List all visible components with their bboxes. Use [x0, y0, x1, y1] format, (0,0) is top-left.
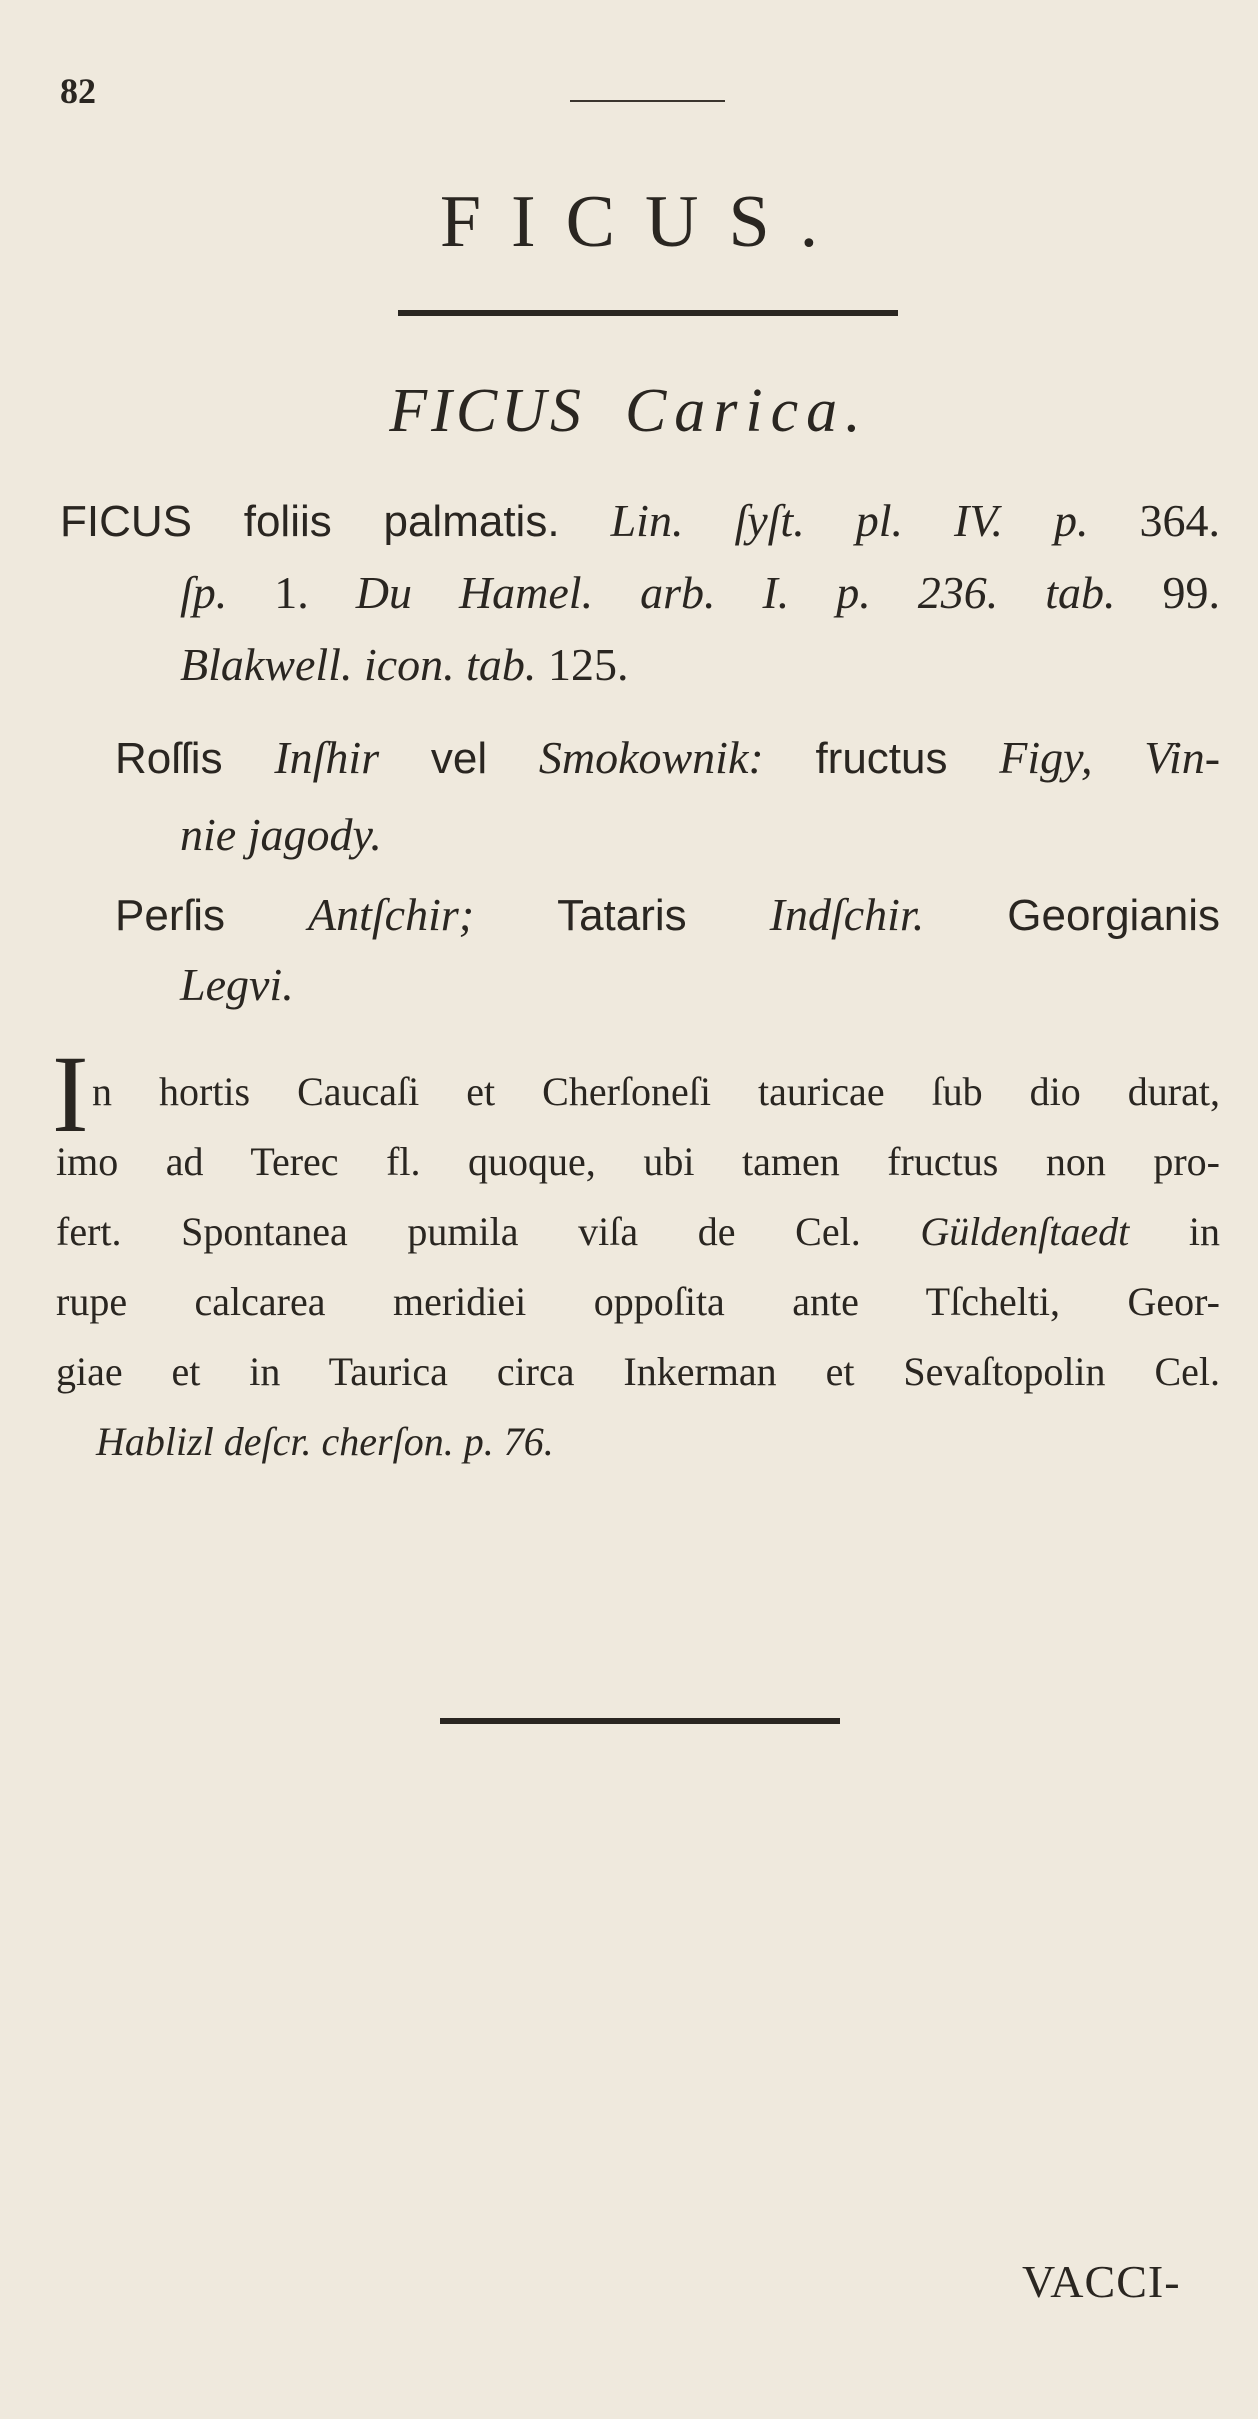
- genus-title: FICUS.: [439, 181, 849, 263]
- catchword: VACCI-: [1022, 2256, 1181, 2307]
- description-line-2: ſp. 1. Du Hamel. arb. I. p. 236. tab. 99.: [180, 567, 1220, 618]
- body-line-4: rupe calcarea meridiei oppoſita ante Tſchelti, Geor-: [56, 1279, 1220, 1324]
- names-line-1: Roſſis Inſhir vel Smokownik: fructus Figy, Vin-: [115, 732, 1221, 783]
- body-line-5: giae et in Taurica circa Inkerman et Sevaſtopolin Cel.: [56, 1349, 1220, 1394]
- species-genus: FICUS: [389, 377, 585, 445]
- species-heading: [0, 376, 1258, 447]
- body-line-2: imo ad Terec fl. quoque, ubi tamen fructus non pro-: [56, 1139, 1220, 1184]
- names-line-2: nie jagody.: [180, 809, 382, 860]
- body-line-6: Hablizl deſcr. cherſon. p. 76.: [96, 1419, 554, 1464]
- description-line-1: FICUS foliis palmatis. Lin. ſyſt. pl. IV. p. 364.: [60, 495, 1221, 546]
- header-rule: [570, 100, 725, 102]
- body-line-1: n hortis Caucaſi et Cherſoneſi tauricae ſub dio durat,: [92, 1069, 1220, 1114]
- title-rule: [398, 310, 898, 316]
- body-line-3: fert. Spontanea pumila viſa de Cel. Güldenſtaedt in: [56, 1209, 1221, 1254]
- names-line-3: Perſis Antſchir; Tataris Indſchir. Georgianis: [115, 889, 1221, 940]
- species-epithet: Carica.: [624, 377, 869, 445]
- bottom-rule: [440, 1718, 840, 1724]
- names-line-4: Legvi.: [180, 959, 294, 1010]
- page-number: 82: [60, 71, 96, 111]
- drop-cap: I: [52, 1033, 89, 1155]
- description-line-3: Blakwell. icon. tab. 125.: [180, 639, 629, 690]
